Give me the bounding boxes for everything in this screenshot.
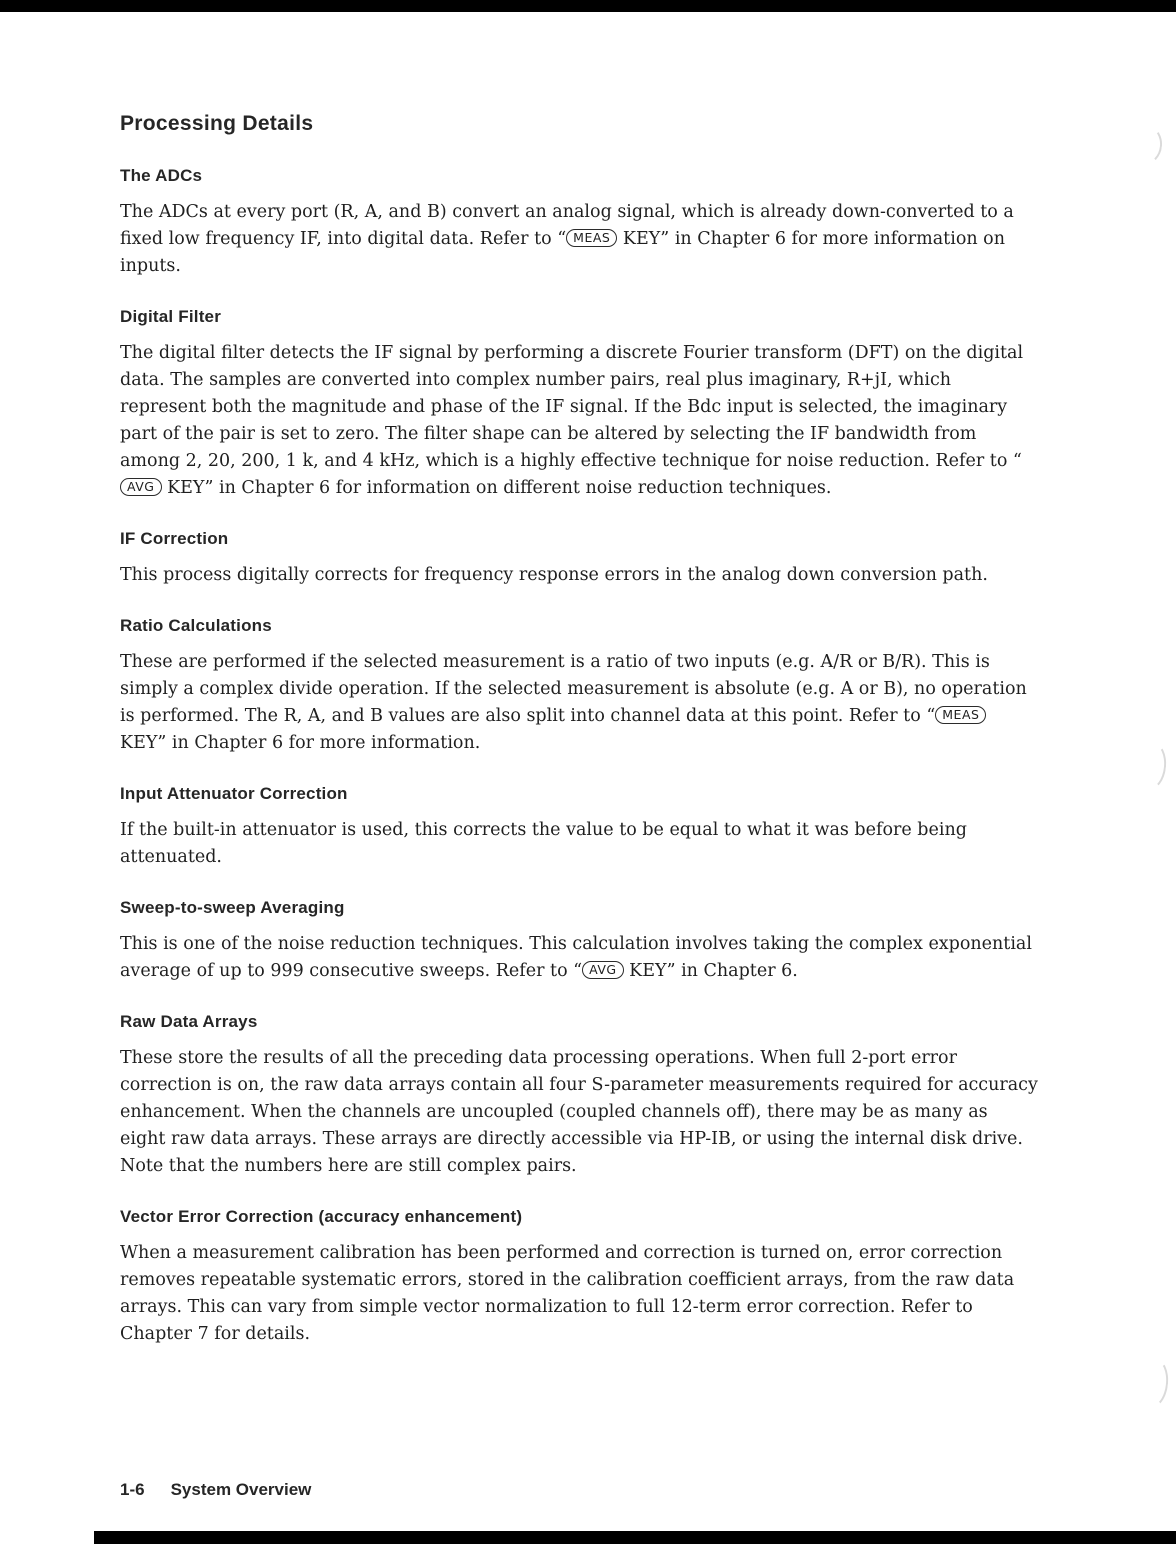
- text-run: If the built-in attenuator is used, this corrects the value to be equal to what it was before being attenuated.: [120, 820, 967, 867]
- scan-artifact-curve: [1130, 125, 1164, 166]
- section-heading: Raw Data Arrays: [120, 1012, 258, 1031]
- footer-page-number: 1-6: [120, 1480, 145, 1499]
- section-heading: IF Correction: [120, 529, 229, 548]
- section: [120, 1207, 1038, 1348]
- text-run: When a measurement calibration has been performed and correction is turned on, error correction removes repeatable systematic errors, stored in the calibration coefficient arrays, from the raw data arrays. This can vary from simple vector normalization to full 12-term error correction. Refer to Chapter 7 for details.: [120, 1243, 1015, 1344]
- text-run: KEY” in Chapter 6.: [623, 961, 798, 981]
- paragraph: [120, 649, 1038, 757]
- section-heading: Ratio Calculations: [120, 616, 272, 635]
- page-title: Processing Details: [120, 112, 314, 135]
- scan-artifact-curve: [1134, 741, 1169, 792]
- section-heading: The ADCs: [120, 166, 203, 185]
- text-run: These store the results of all the preceding data processing operations. When full 2-port error correction is on, the raw data arrays contain all four S-parameter measurements required for accuracy enhancement. When the channels are uncoupled (coupled channels off), there may be as many as eight raw data arrays. These arrays are directly accessible via HP-IB, or using the internal disk drive. Note that the numbers here are still complex pairs.: [120, 1048, 1038, 1176]
- avg-key: AVG: [582, 961, 624, 979]
- section: [120, 1012, 1038, 1180]
- section: [120, 166, 1038, 280]
- scan-artifact-top-bar: [0, 0, 1176, 12]
- text-run: KEY” in Chapter 6 for more information on inputs.: [120, 229, 1005, 276]
- page-footer: [120, 1480, 311, 1500]
- section-heading: Digital Filter: [120, 307, 222, 326]
- section: [120, 784, 1038, 871]
- document-page: [120, 112, 1038, 1352]
- paragraph: [120, 340, 1038, 502]
- text-run: KEY” in Chapter 6 for information on different noise reduction techniques.: [161, 478, 832, 498]
- meas-key: MEAS: [566, 229, 617, 247]
- meas-key: MEAS: [935, 706, 986, 724]
- section-heading: Sweep-to-sweep Averaging: [120, 898, 345, 917]
- section-heading: Vector Error Correction (accuracy enhancement): [120, 1207, 523, 1226]
- paragraph: [120, 1240, 1038, 1348]
- text-run: This process digitally corrects for frequency response errors in the analog down conversion path.: [120, 565, 988, 585]
- paragraph: [120, 199, 1038, 280]
- avg-key: AVG: [120, 478, 162, 496]
- section: [120, 307, 1038, 502]
- scan-artifact-curve: [1135, 1357, 1170, 1410]
- section: [120, 616, 1038, 757]
- text-run: This is one of the noise reduction techniques. This calculation involves taking the complex exponential average of up to 999 consecutive sweeps. Refer to “: [120, 934, 1032, 981]
- section: [120, 529, 1038, 589]
- scan-artifact-bottom-bar: [94, 1531, 1176, 1544]
- paragraph: [120, 1045, 1038, 1180]
- paragraph: [120, 931, 1038, 985]
- text-run: These are performed if the selected measurement is a ratio of two inputs (e.g. A/R or B/R). This is simply a complex divide operation. If the selected measurement is absolute (e.g. A or B), no operation is performed. The R, A, and B values are also split into channel data at this point. Refer to “: [120, 652, 1027, 726]
- sections-container: [120, 166, 1038, 1348]
- paragraph: [120, 562, 1038, 589]
- text-run: KEY” in Chapter 6 for more information.: [120, 733, 481, 753]
- section-heading: Input Attenuator Correction: [120, 784, 348, 803]
- text-run: The digital filter detects the IF signal by performing a discrete Fourier transform (DFT) on the digital data. The samples are converted into complex number pairs, real plus imaginary, R+jI, which represent both the magnitude and phase of the IF signal. If the Bdc input is selected, the imaginary part of the pair is set to zero. The filter shape can be altered by selecting the IF bandwidth from among 2, 20, 200, 1 k, and 4 kHz, which is a highly effective technique for noise reduction. Refer to “: [120, 343, 1024, 471]
- paragraph: [120, 817, 1038, 871]
- text-run: The ADCs at every port (R, A, and B) convert an analog signal, which is already down-converted to a fixed low frequency IF, into digital data. Refer to “: [120, 202, 1014, 249]
- section: [120, 898, 1038, 985]
- footer-label: System Overview: [170, 1480, 312, 1499]
